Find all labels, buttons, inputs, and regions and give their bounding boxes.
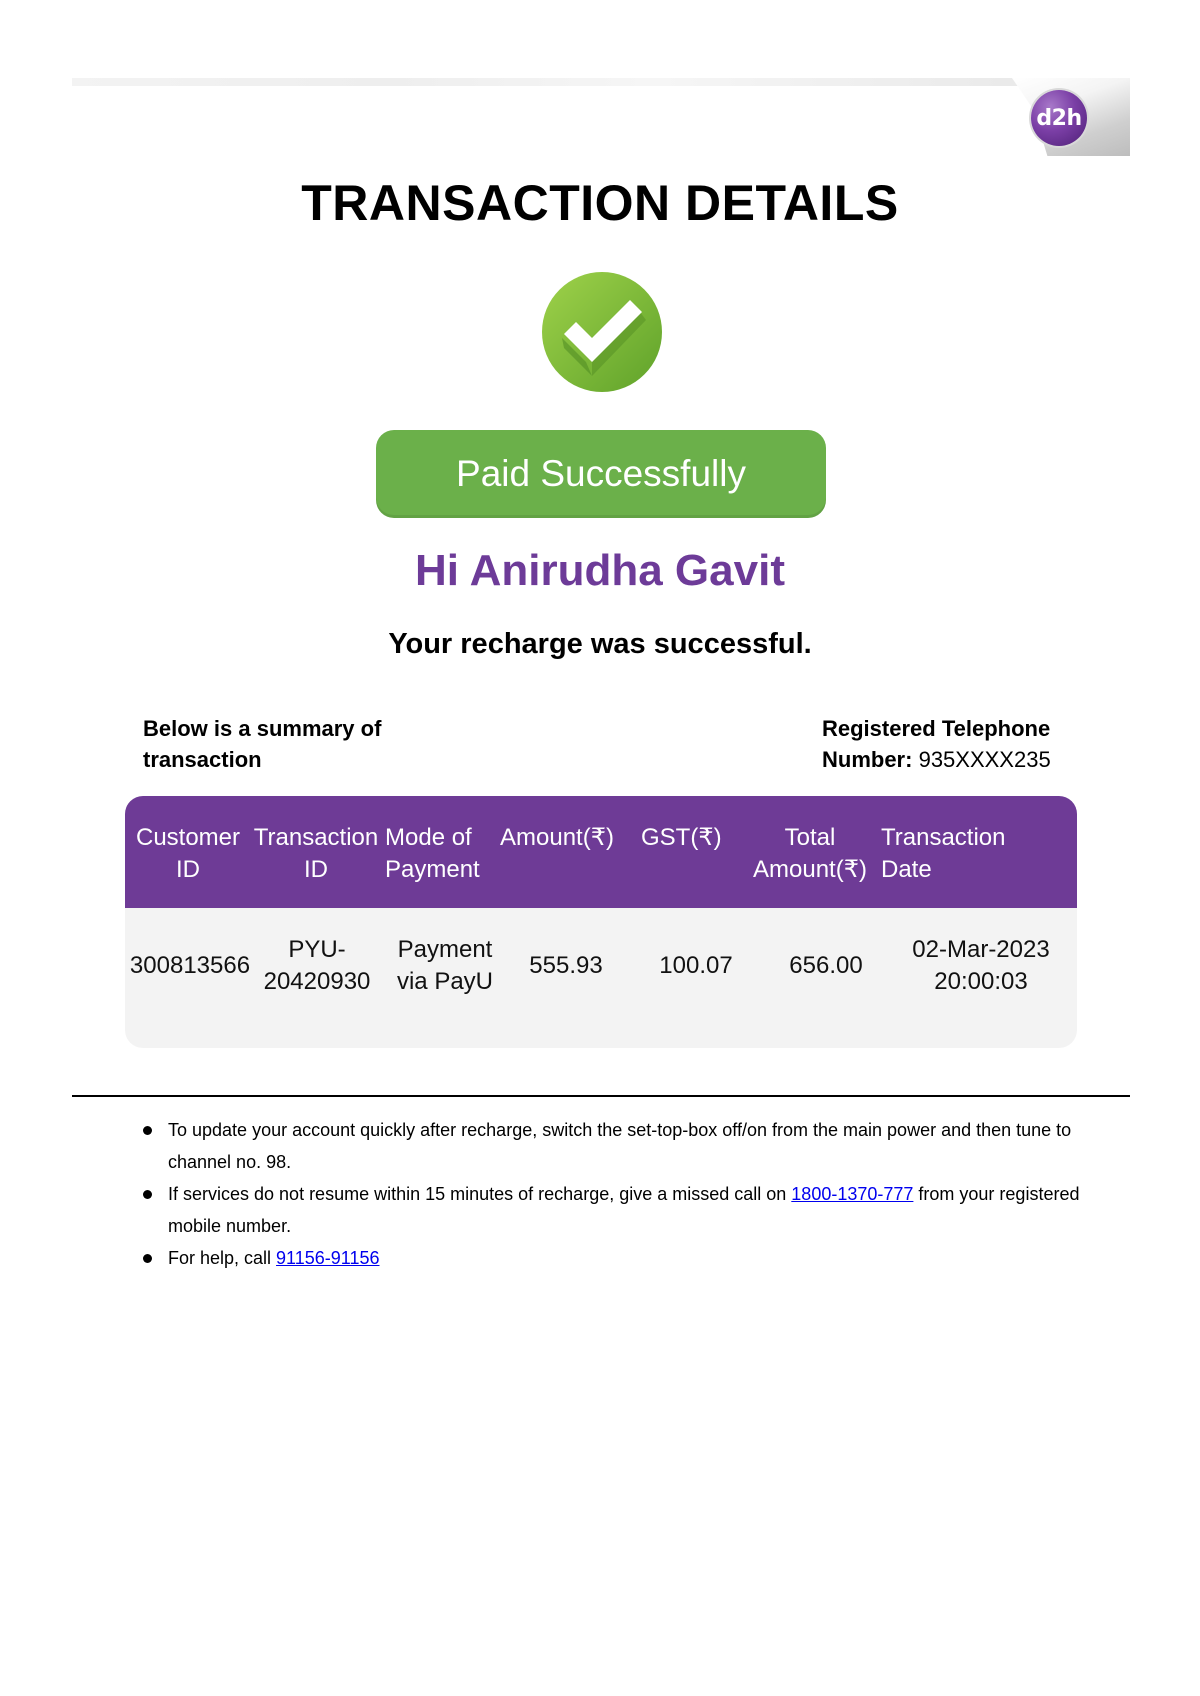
paid-status-badge: Paid Successfully bbox=[376, 430, 826, 518]
check-circle-icon bbox=[542, 272, 662, 392]
cell-amount: 555.93 bbox=[529, 952, 603, 979]
header-customer-id: Customer ID bbox=[135, 824, 241, 883]
success-message: Your recharge was successful. bbox=[388, 628, 812, 660]
greeting: Hi Anirudha Gavit bbox=[415, 546, 785, 595]
logo-text: d2h bbox=[1036, 105, 1082, 131]
cell-transaction-id: PYU- 20420930 bbox=[263, 936, 371, 995]
header-band bbox=[72, 78, 1130, 156]
page-title: TRANSACTION DETAILS bbox=[301, 175, 899, 231]
cell-total-amount: 656.00 bbox=[789, 952, 863, 979]
list-item: For help, call 91156-91156 bbox=[143, 1242, 1103, 1274]
header-stripe bbox=[72, 78, 1130, 86]
notes-list bbox=[143, 1114, 1103, 1274]
transaction-table bbox=[125, 796, 1077, 1048]
help-number-link[interactable]: 91156-91156 bbox=[276, 1248, 380, 1268]
cell-mode-of-payment: Payment via PayU bbox=[396, 936, 494, 995]
registered-phone bbox=[822, 713, 1082, 775]
phone-value: 935XXXX235 bbox=[918, 747, 1051, 772]
d2h-logo bbox=[1031, 90, 1087, 146]
header-transaction-id: Transaction ID bbox=[253, 824, 379, 883]
missed-call-number-link[interactable]: 1800-1370-777 bbox=[791, 1184, 914, 1204]
header-transaction-date: Transaction Date bbox=[881, 824, 1006, 883]
cell-customer-id: 300813566 bbox=[129, 952, 251, 979]
list-item: If services do not resume within 15 minutes of recharge, give a missed call on 1800-1370-777 from your registered mobile number. bbox=[143, 1178, 1103, 1242]
summary-label: Below is a summary of transaction bbox=[143, 716, 382, 772]
bullet-icon bbox=[143, 1254, 152, 1263]
header-total-amount: Total Amount(₹) bbox=[753, 824, 867, 883]
list-item: To update your account quickly after recharge, switch the set-top-box off/on from the main power and then tune to channel no. 98. bbox=[143, 1114, 1103, 1178]
cell-gst: 100.07 bbox=[659, 952, 733, 979]
section-divider bbox=[72, 1095, 1130, 1097]
phone-label: Registered Telephone Number: bbox=[822, 716, 1051, 772]
bullet-icon bbox=[143, 1126, 152, 1135]
cell-transaction-date: 02-Mar-2023 20:00:03 bbox=[912, 936, 1050, 995]
header-gst: GST(₹) bbox=[641, 824, 722, 851]
header-amount: Amount(₹) bbox=[500, 824, 614, 851]
table-header bbox=[125, 796, 1077, 908]
header-mode-of-payment: Mode of Payment bbox=[385, 824, 480, 883]
bullet-icon bbox=[143, 1190, 152, 1199]
